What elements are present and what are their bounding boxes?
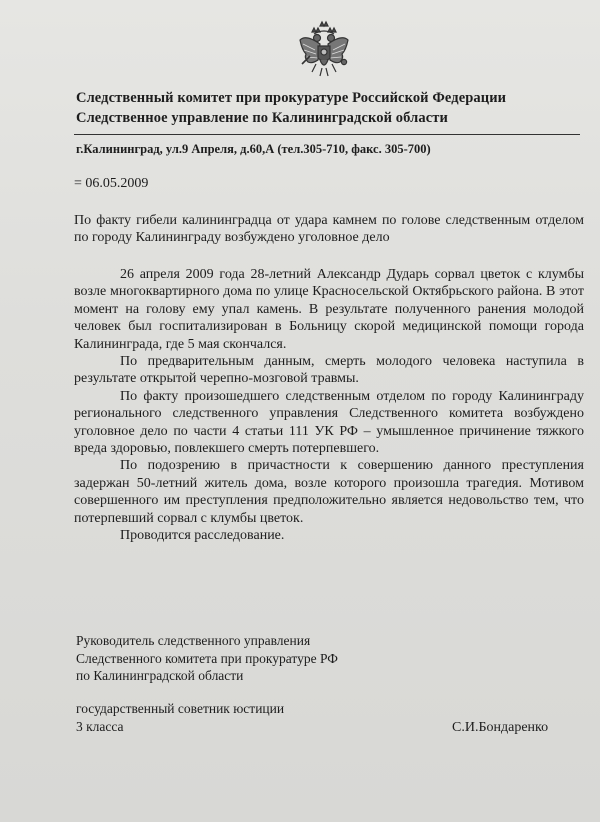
signature-rank bbox=[76, 700, 396, 735]
signature-line: Следственного комитета при прокуратуре РФ bbox=[76, 650, 338, 666]
document-header bbox=[76, 88, 576, 128]
address-line: г.Калининград, ул.9 Апреля, д.60,А (тел.305-710, факс. 305-700) bbox=[76, 142, 431, 156]
body-paragraph: По предварительным данным, смерть молодого человека наступила в результате открытой черепно-мозговой травмы. bbox=[74, 354, 584, 387]
rank-line: 3 класса bbox=[76, 718, 124, 734]
signer-name: С.И.Бондаренко bbox=[452, 720, 549, 735]
document-date: = 06.05.2009 bbox=[74, 176, 149, 191]
russian-coat-of-arms-icon bbox=[296, 20, 352, 80]
document-body bbox=[74, 266, 584, 545]
body-paragraph: По подозрению в причастности к совершению данного преступления задержан 50-летний житель дома, возле которого произошла трагедия. Мотивом совершенного им преступления предположительно является недовольство тем, что потерпевший сорвал с клумбы цветок. bbox=[74, 458, 584, 526]
header-department: Следственное управление по Калининградской области bbox=[76, 110, 448, 126]
header-organization: Следственный комитет при прокуратуре Российской Федерации bbox=[76, 90, 507, 106]
document-title: По факту гибели калининградца от удара камнем по голове следственным отделом по городу Калининграду возбуждено уголовное дело bbox=[74, 213, 584, 246]
header-divider bbox=[74, 134, 580, 135]
signature-position bbox=[76, 632, 396, 685]
signature-line: по Калининградской области bbox=[76, 668, 244, 683]
body-paragraph: Проводится расследование. bbox=[120, 528, 285, 544]
body-paragraph: 26 апреля 2009 года 28-летний Александр Дударь сорвал цветок с клумбы возле многоквартирного дома по улице Красносельской Октябрьского района. В этот момент на голову ему упал камень. В результате полученного ранения молодой человек был госпитализирован в Больницу скорой медицинской помощи города Калининграда, где 5 мая скончался. bbox=[74, 267, 584, 352]
body-paragraph: По факту произошедшего следственным отделом по городу Калининграду регионального следственного управления Следственного комитета возбуждено уголовное дело по части 4 статьи 111 УК РФ – умышленное причинение тяжкого вреда здоровью, повлекшего смерть потерпевшего. bbox=[74, 388, 584, 457]
signature-line: Руководитель следственного управления bbox=[76, 633, 311, 648]
rank-line: государственный советник юстиции bbox=[76, 701, 285, 716]
